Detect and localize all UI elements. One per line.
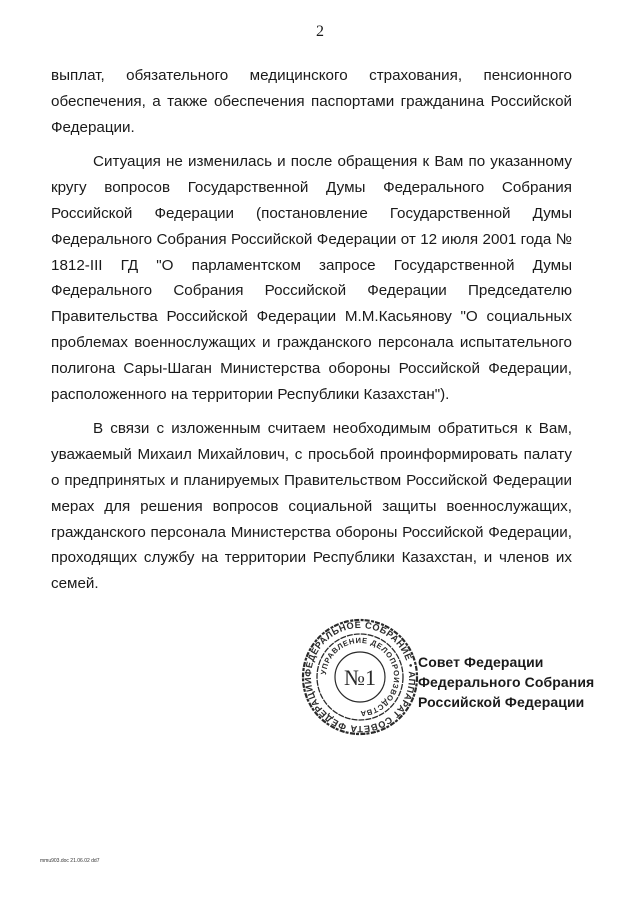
seal-inner-text: УПРАВЛЕНИЕ ДЕЛОПРОИЗВОДСТВА	[319, 635, 402, 719]
paragraph-continuation: выплат, обязательного медицинского страхования, пенсионного обеспечения, а также обеспечения паспортами гражданина Российской Федерации.	[51, 67, 572, 136]
document-footer-code: mmu903.doc 21.06.02 dd7	[40, 858, 100, 864]
seal-number: №1	[344, 665, 376, 690]
paragraph-request: В связи с изложенным считаем необходимым обратиться к Вам, уважаемый Михаил Михайлович, с просьбой проинформировать палату о предпринятых и планируемых Правительством Российской Федерации мерах для решения вопросов социальной защиты военнослужащих, гражданского персонала Министерства обороны Российской Федерации, проходящих службу на территории Республики Казахстан, и членов их семей.	[51, 420, 572, 593]
seal-graphic	[300, 617, 420, 737]
letter-body	[51, 63, 572, 597]
official-seal-stamp	[300, 617, 420, 737]
signature-line-2: Федерального Собрания	[418, 674, 595, 690]
signature-line-1: Совет Федерации	[418, 654, 544, 670]
page-number: 2	[316, 23, 324, 40]
signature-line-3: Российской Федерации	[418, 694, 585, 710]
signature-block	[418, 652, 618, 712]
paragraph-situation: Ситуация не изменилась и после обращения к Вам по указанному кругу вопросов Государственной Думы Федерального Собрания Российской Федерации (постановление Государственной Думы Федерального Собрания Российской Федерации от 12 июля 2001 года № 1812-III ГД "О парламентском запросе Государственной Думы Федерального Собрания Российской Федерации Председателю Правительства Российской Федерации М.М.Касьянову "О социальных проблемах военнослужащих и гражданского персонала испытательного полигона Сары-Шаган Министерства обороны Российской Федерации, расположенного на территории Республики Казахстан").	[51, 153, 572, 403]
seal-outer-text: ФЕДЕРАЛЬНОЕ СОБРАНИЕ • АППАРАТ СОВЕТА ФЕДЕРАЦИИ	[302, 619, 418, 735]
